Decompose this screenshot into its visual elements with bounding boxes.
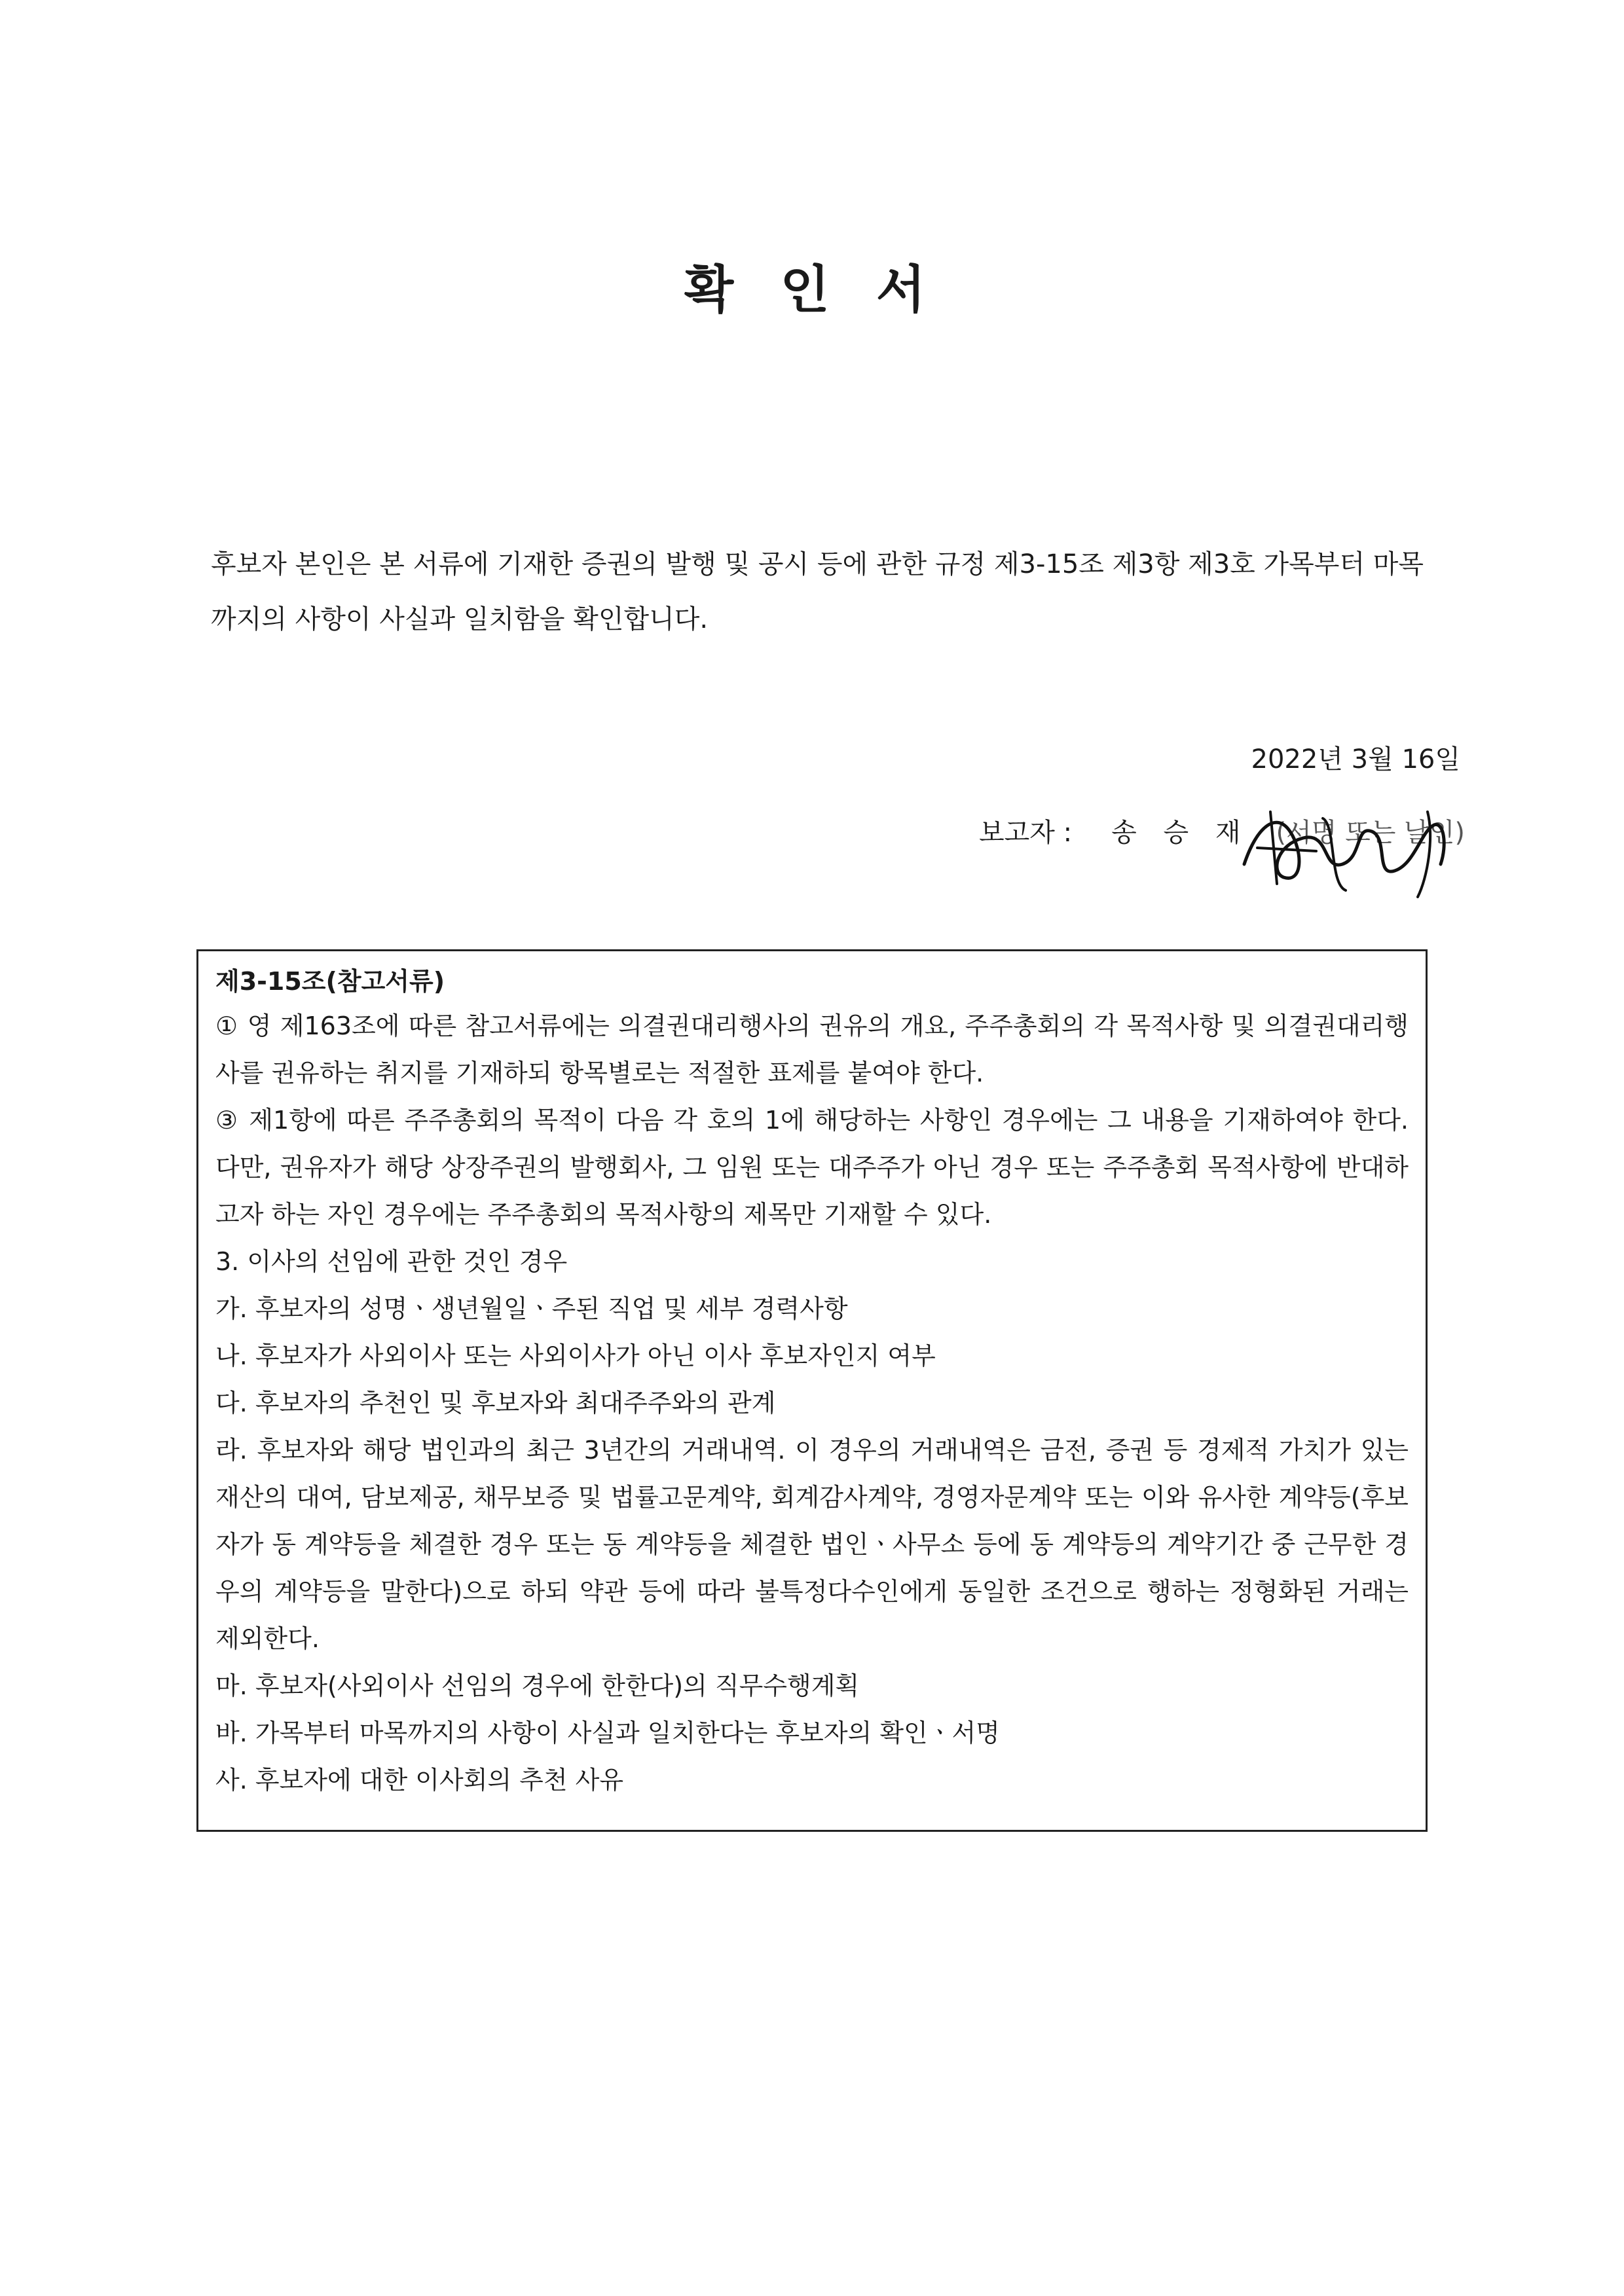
reporter-name: 송 승 재 (1111, 818, 1250, 848)
reference-paragraph-1: ① 영 제163조에 따른 참고서류에는 의결권대리행사의 권유의 개요, 주주총회의 각 목적사항 및 의결권대리행사를 권유하는 취지를 기재하되 항목별로는 적절한 표제를 붙여야 한다. (215, 1011, 1409, 1087)
reference-item-ba: 바. 가목부터 마목까지의 사항이 사실과 일치한다는 후보자의 확인ㆍ서명 (215, 1719, 1000, 1747)
reference-item-ma: 마. 후보자(사외이사 선임의 경우에 한한다)의 직무수행계획 (215, 1671, 860, 1700)
reference-item-ra: 라. 후보자와 해당 법인과의 최근 3년간의 거래내역. 이 경우의 거래내역은 금전, 증권 등 경제적 가치가 있는 재산의 대여, 담보제공, 채무보증 및 법률고문계약, 회계감사계약, 경영자문계약 또는 이와 유사한 계약등(후보자가 동 계약등을 체결한 경우 또는 동 계약등을 체결한 법인ㆍ사무소 등에 동 계약등의 계약기간 중 근무한 경우의 계약등을 말한다)으로 하되 약관 등에 따라 불특정다수인에게 동일한 조건으로 행하는 정형화된 거래는 제외한다. (215, 1436, 1409, 1653)
reference-box (196, 949, 1428, 1832)
reference-item-sa: 사. 후보자에 대한 이사회의 추천 사유 (215, 1766, 624, 1795)
reference-item-da: 다. 후보자의 추천인 및 후보자와 최대주주와의 관계 (215, 1389, 776, 1417)
document-date: 2022년 3월 16일 (1251, 744, 1460, 774)
document-title: 확 인 서 (684, 261, 940, 319)
reference-paragraph-3: ③ 제1항에 따른 주주총회의 목적이 다음 각 호의 1에 해당하는 사항인 경우에는 그 내용을 기재하여야 한다. 다만, 권유자가 해당 상장주권의 발행회사, 그 임원 또는 대주주가 아닌 경우 또는 주주총회 목적사항에 반대하고자 하는 자인 경우에는 주주총회의 목적사항의 제목만 기재할 수 있다. (215, 1106, 1409, 1229)
reference-item-ga: 가. 후보자의 성명ㆍ생년월일ㆍ주된 직업 및 세부 경력사항 (215, 1294, 848, 1323)
reporter-label: 보고자 : (979, 818, 1073, 848)
confirmation-statement: 후보자 본인은 본 서류에 기재한 증권의 발행 및 공시 등에 관한 규정 제3-15조 제3항 제3호 가목부터 마목까지의 사항이 사실과 일치함을 확인합니다. (211, 549, 1424, 634)
seal-placeholder: (서명 또는 날인) (1276, 818, 1465, 848)
handwritten-signature (1231, 786, 1467, 903)
reference-item-3: 3. 이사의 선임에 관한 것인 경우 (215, 1247, 568, 1276)
reference-item-na: 나. 후보자가 사외이사 또는 사외이사가 아닌 이사 후보자인지 여부 (215, 1341, 936, 1370)
reference-title: 제3-15조(참고서류) (215, 967, 445, 996)
